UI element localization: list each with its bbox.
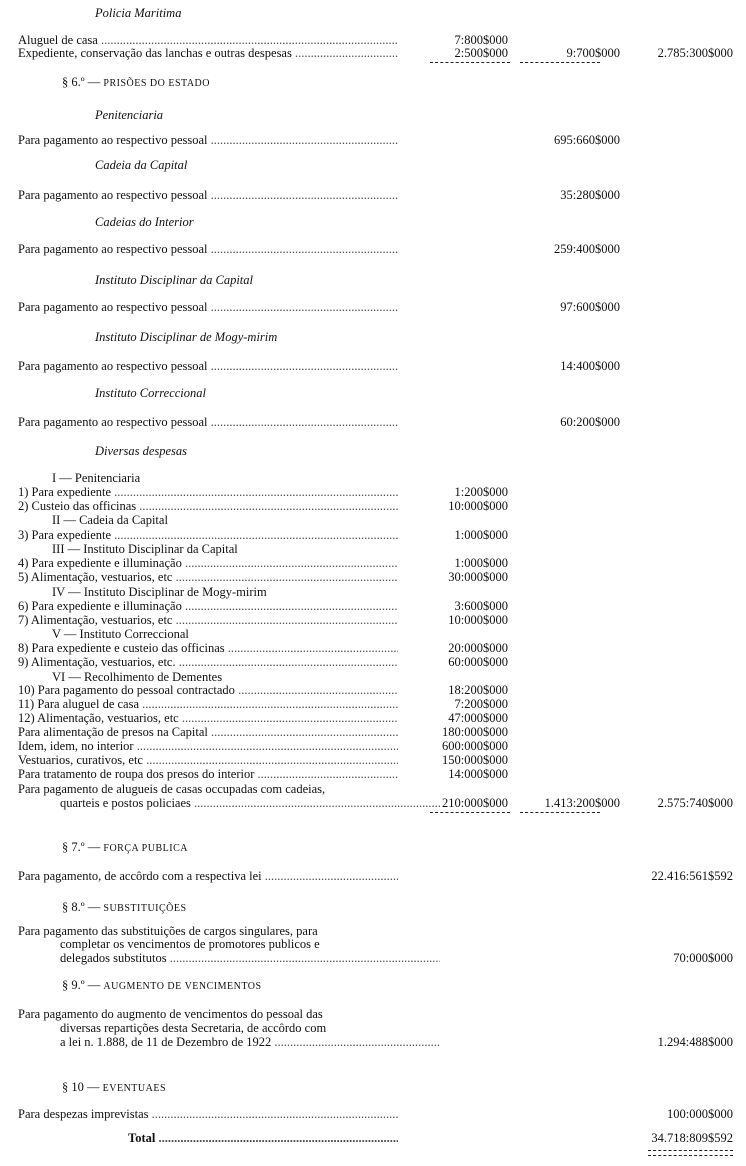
section-title: PRISÕES DO ESTADO: [103, 78, 210, 89]
line-label: 1) Para expediente .....: [18, 485, 398, 499]
sum-rule: [430, 62, 510, 63]
amount-c1: 1:000$000: [454, 556, 508, 570]
amount-c1: 7:800$000: [454, 33, 508, 47]
line-label: 7) Alimentação, vestuarios, etc .....: [18, 613, 398, 627]
group-heading: II — Cadeia da Capital: [52, 513, 168, 527]
amount-c1: 150:000$000: [442, 753, 508, 767]
line-label: 10) Para pagamento do pessoal contractado .....: [18, 683, 398, 697]
subsection-heading: Penitenciaria: [95, 108, 164, 122]
line-label: Vestuarios, curativos, etc .....: [18, 753, 398, 767]
group-heading: V — Instituto Correccional: [52, 627, 189, 641]
amount-c1: 2:500$000: [454, 46, 508, 60]
sum-rule: [520, 812, 600, 813]
amount-c1: 10:000$000: [448, 499, 508, 513]
section-number: § 8.º —: [62, 900, 104, 914]
amount-c1: 30:000$000: [448, 570, 508, 584]
line-label: Para pagamento de alugueis de casas occupadas com cadeias,: [18, 782, 326, 796]
amount-c1: 47:000$000: [448, 711, 508, 725]
line-label: a lei n. 1.888, de 11 de Dezembro de 1922 .....: [60, 1035, 440, 1049]
amount-c1: 3:600$000: [454, 599, 508, 613]
amount-c1: 14:000$000: [448, 767, 508, 781]
line-label: Idem, idem, no interior .....: [18, 739, 398, 753]
line-label: Para pagamento das substituições de cargos singulares, para: [18, 924, 318, 938]
line-label: 6) Para expediente e illuminação .....: [18, 599, 398, 613]
section-title: AUGMENTO DE VENCIMENTOS: [103, 981, 262, 992]
amount-c3: 2.575:740$000: [657, 796, 733, 810]
group-heading: IV — Instituto Disciplinar de Mogy-mirim: [52, 585, 267, 599]
amount-c3: 34.718:809$592: [651, 1131, 733, 1145]
line-label: Para pagamento do augmento de vencimentos do pessoal das: [18, 1007, 323, 1021]
group-heading: VI — Recolhimento de Dementes: [52, 670, 223, 684]
line-label: 12) Alimentação, vestuarios, etc .....: [18, 711, 398, 725]
section-number: § 10 —: [62, 1080, 103, 1094]
line-label: 8) Para expediente e custeio das officinas .....: [18, 641, 398, 655]
line-label: Aluguel de casa .....: [18, 33, 398, 47]
line-label: Para pagamento ao respectivo pessoal .....: [18, 133, 398, 147]
subsection-heading: Instituto Correccional: [95, 386, 206, 400]
subsection-heading: Diversas despesas: [95, 444, 188, 458]
line-label: Para pagamento ao respectivo pessoal .....: [18, 242, 398, 256]
line-label: diversas repartições desta Secretaria, de accôrdo com: [60, 1021, 327, 1035]
amount-c2: 35:280$000: [560, 188, 620, 202]
section-heading: [62, 978, 262, 994]
amount-c1: 20:000$000: [448, 641, 508, 655]
section-heading: [62, 1080, 166, 1096]
section-number: § 9.º —: [62, 978, 104, 992]
amount-c2: 14:400$000: [560, 359, 620, 373]
line-label: delegados substitutos .....: [60, 951, 440, 965]
section-heading: [62, 900, 187, 916]
section-number: § 6.º —: [62, 75, 104, 89]
section-title: SUBSTITUIÇÕES: [103, 903, 187, 914]
line-label: completar os vencimentos de promotores publicos e: [60, 937, 320, 951]
total-label: Total .....: [128, 1131, 398, 1145]
subsection-heading: Instituto Disciplinar da Capital: [95, 273, 253, 287]
amount-c1: 7:200$000: [454, 697, 508, 711]
section-number: § 7.º —: [62, 840, 104, 854]
amount-c1: 1:000$000: [454, 528, 508, 542]
line-label: Para pagamento ao respectivo pessoal .....: [18, 415, 398, 429]
amount-c1: 180:000$000: [442, 725, 508, 739]
line-label: Para pagamento ao respectivo pessoal .....: [18, 359, 398, 373]
amount-c3: 22.416:561$592: [651, 869, 733, 883]
amount-c2: 97:600$000: [560, 300, 620, 314]
amount-c3: 100:000$000: [667, 1107, 733, 1121]
sum-rule: [430, 812, 510, 813]
line-label: Para pagamento, de accôrdo com a respectiva lei .....: [18, 869, 398, 883]
amount-c2: 695:660$000: [554, 133, 620, 147]
sum-rule: [648, 1155, 733, 1156]
section-heading: [62, 75, 210, 91]
subsection-heading: Cadeia da Capital: [95, 158, 188, 172]
line-label: 4) Para expediente e illuminação .....: [18, 556, 398, 570]
subsection-heading: Instituto Disciplinar de Mogy-mirim: [95, 330, 278, 344]
line-label: 5) Alimentação, vestuarios, etc .....: [18, 570, 398, 584]
subsection-heading: Cadeias do Interior: [95, 215, 194, 229]
line-label: Para alimentação de presos na Capital .....: [18, 725, 398, 739]
line-label: 2) Custeio das officinas .....: [18, 499, 398, 513]
amount-c1: 210:000$000: [442, 796, 508, 810]
line-label: Para tratamento de roupa dos presos do interior .....: [18, 767, 398, 781]
amount-c2: 9:700$000: [566, 46, 620, 60]
amount-c1: 1:200$000: [454, 485, 508, 499]
line-label: 9) Alimentação, vestuarios, etc. .....: [18, 655, 398, 669]
line-label: Para pagamento ao respectivo pessoal .....: [18, 300, 398, 314]
group-heading: I — Penitenciaria: [52, 471, 141, 485]
group-heading: III — Instituto Disciplinar da Capital: [52, 542, 238, 556]
line-label: 11) Para aluguel de casa .....: [18, 697, 398, 711]
section-title: FORÇA PUBLICA: [103, 843, 188, 854]
line-label: Para pagamento ao respectivo pessoal .....: [18, 188, 398, 202]
amount-c3: 2.785:300$000: [657, 46, 733, 60]
section-heading: [62, 840, 188, 856]
amount-c2: 259:400$000: [554, 242, 620, 256]
amount-c1: 10:000$000: [448, 613, 508, 627]
sum-rule: [648, 1150, 733, 1151]
amount-c3: 70:000$000: [673, 951, 733, 965]
sum-rule: [520, 62, 600, 63]
section-title: EVENTUAES: [102, 1083, 167, 1094]
amount-c2: 60:200$000: [560, 415, 620, 429]
line-label: Para despezas imprevistas .....: [18, 1107, 398, 1121]
line-label: quarteis e postos policiaes .....: [60, 796, 440, 810]
amount-c1: 600:000$000: [442, 739, 508, 753]
amount-c1: 18:200$000: [448, 683, 508, 697]
amount-c3: 1.294:488$000: [657, 1035, 733, 1049]
subsection-heading: Policia Maritima: [95, 6, 182, 20]
amount-c2: 1.413:200$000: [544, 796, 620, 810]
amount-c1: 60:000$000: [448, 655, 508, 669]
line-label: Expediente, conservação das lanchas e outras despesas .....: [18, 46, 398, 60]
line-label: 3) Para expediente .....: [18, 528, 398, 542]
